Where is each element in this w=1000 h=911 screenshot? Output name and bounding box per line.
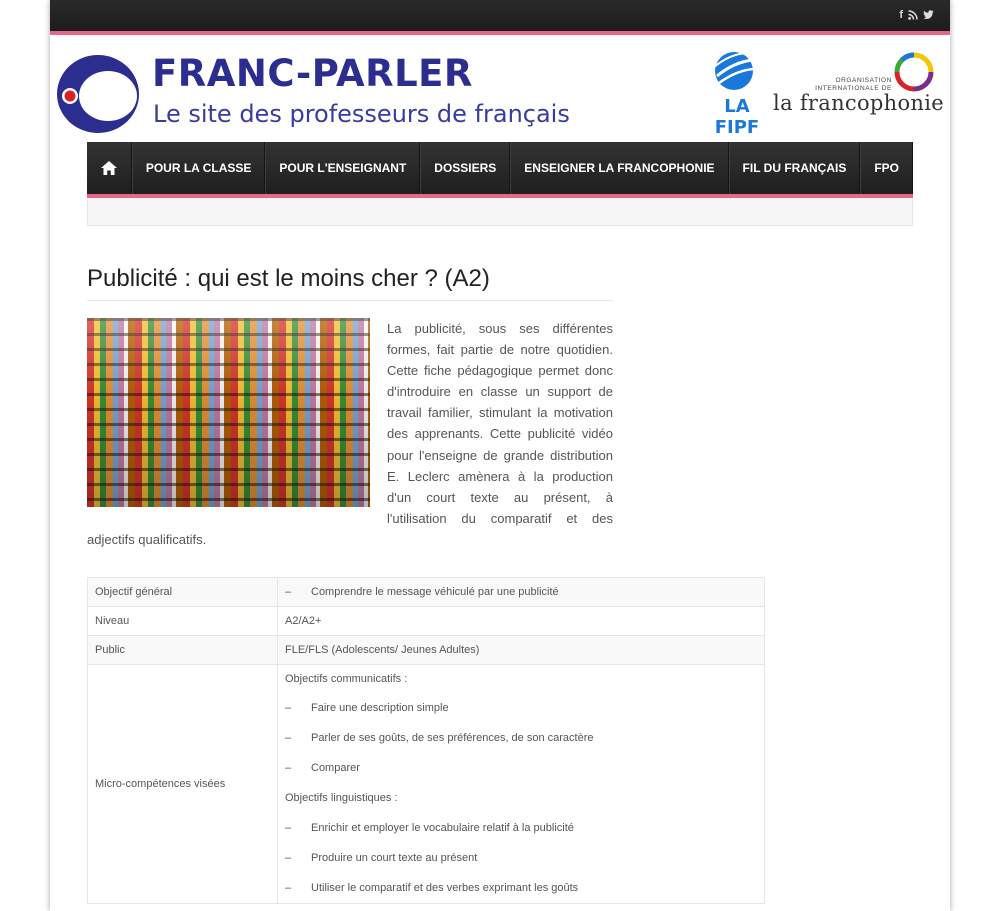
objective-text: Utiliser le comparatif et des verbes exprimant les goûts (311, 882, 579, 894)
objective-item (285, 693, 757, 723)
table-row (88, 636, 765, 665)
row-label: Micro-compétences visées (88, 665, 278, 904)
dash: – (285, 882, 292, 894)
row-value-text: Comprendre le message véhiculé par une publicité (311, 586, 559, 598)
oif-logo[interactable] (773, 50, 944, 120)
objective-item (285, 873, 757, 903)
row-label: Niveau (88, 607, 278, 636)
objective-item (285, 723, 757, 753)
objective-text: Produire un court texte au présent (311, 852, 478, 864)
nav-item-pour-l-enseignant[interactable]: POUR L'ENSEIGNANT (265, 142, 420, 194)
dash: – (285, 822, 292, 834)
row-label: Objectif général (88, 578, 278, 607)
top-bar (50, 0, 950, 35)
nav-item-enseigner-la-francophonie[interactable]: ENSEIGNER LA FRANCOPHONIE (510, 142, 728, 194)
nav-home[interactable] (87, 142, 132, 194)
oif-name: la francophonie (773, 91, 944, 115)
table-row (88, 665, 765, 904)
nav-item-fil-du-francais[interactable]: FIL DU FRANÇAIS (729, 142, 861, 194)
objective-text: Comparer (311, 762, 360, 774)
objective-item (285, 843, 757, 873)
twitter-icon[interactable] (923, 10, 934, 20)
row-value (278, 665, 765, 904)
site-title[interactable]: FRANC-PARLER (152, 52, 473, 95)
nav-item-fpo[interactable]: FPO (860, 142, 913, 194)
rss-icon[interactable] (908, 10, 918, 20)
table-row (88, 578, 765, 607)
objectives-heading: Objectifs linguistiques : (285, 792, 398, 804)
row-value: FLE/FLS (Adolescents/ Jeunes Adultes) (278, 636, 765, 665)
dash: – (285, 702, 292, 714)
dash: – (285, 732, 292, 744)
fipf-label: LA FIPF (714, 96, 760, 138)
franc-parler-logo[interactable] (56, 54, 140, 134)
nav-item-dossiers[interactable]: DOSSIERS (420, 142, 510, 194)
fipf-logo[interactable] (701, 50, 773, 138)
dash: – (285, 762, 292, 774)
row-value (278, 578, 765, 607)
row-label: Public (88, 636, 278, 665)
dash: – (285, 586, 292, 598)
facebook-icon[interactable]: f (899, 9, 903, 21)
objective-text: Parler de ses goûts, de ses préférences, de son caractère (311, 732, 594, 744)
lesson-info-table (87, 577, 765, 904)
image-float-space (87, 318, 387, 516)
page (50, 0, 950, 911)
objective-text: Enrichir et employer le vocabulaire relatif à la publicité (311, 822, 574, 834)
site-subtitle: Le site des professeurs de français (153, 100, 570, 128)
main-nav (87, 142, 913, 198)
oif-small-text: ORGANISATION (835, 77, 892, 84)
social-links (899, 8, 934, 22)
objective-text: Faire une description simple (311, 702, 449, 714)
oif-small-text: INTERNATIONALE DE (815, 85, 892, 92)
objectives-heading: Objectifs communicatifs : (285, 673, 408, 685)
sub-nav-bar (87, 198, 913, 226)
article-title: Publicité : qui est le moins cher ? (A2) (87, 263, 613, 301)
table-row (88, 607, 765, 636)
objective-item (285, 813, 757, 843)
article-intro (87, 318, 613, 550)
home-icon (100, 160, 118, 176)
fipf-globe-icon (713, 50, 755, 92)
nav-item-pour-la-classe[interactable]: POUR LA CLASSE (132, 142, 266, 194)
article-intro-text: La publicité, sous ses différentes formes, fait partie de notre quotidien. Cette fiche pédagogique permet donc d'introduire en classe un support de travail familier, stimulant la motivation des apprenants. Cette publicité vidéo pour l'enseigne de grande distribution E. Leclerc amènera à la production d'un court texte au présent, à l'utilisation du comparatif et des adjectifs qualificatifs. (87, 321, 613, 547)
francophonie-ring-icon (894, 52, 934, 92)
objective-item (285, 753, 757, 783)
row-value: A2/A2+ (278, 607, 765, 636)
dash: – (285, 852, 292, 864)
